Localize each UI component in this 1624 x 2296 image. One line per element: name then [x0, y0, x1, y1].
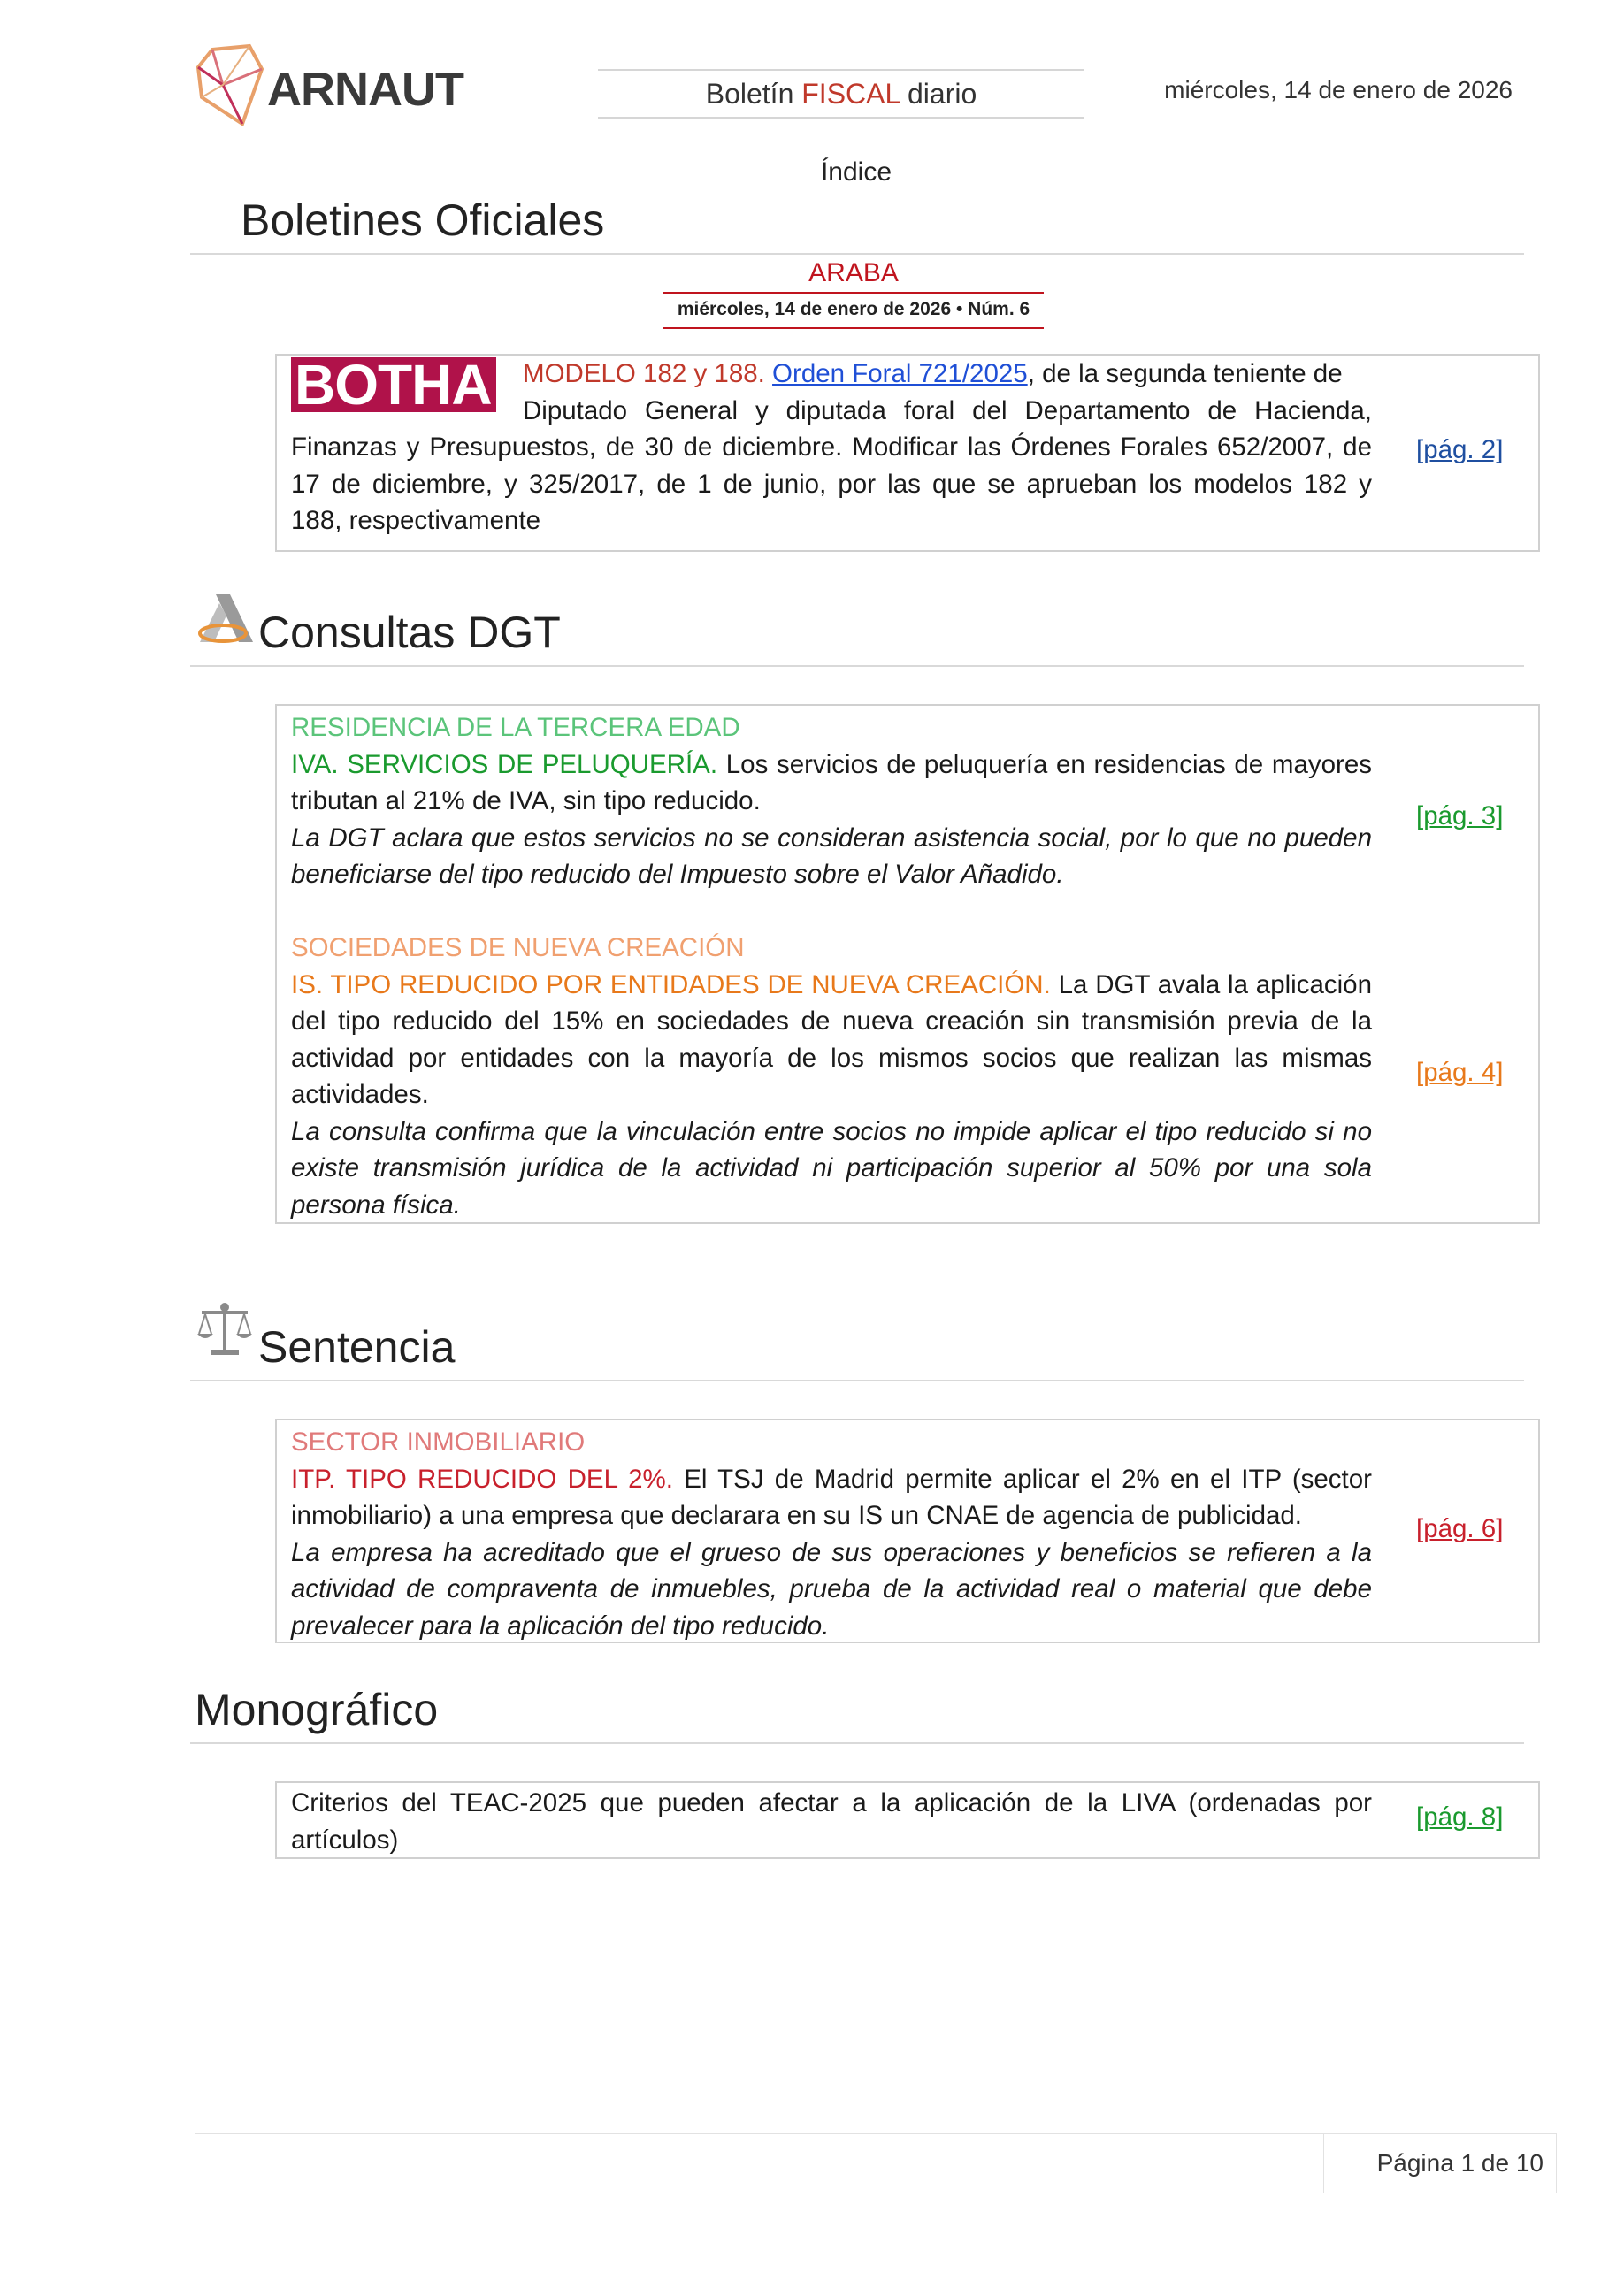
aeat-logo-icon [196, 591, 257, 649]
page-number: Página 1 de 10 [1376, 2149, 1544, 2177]
botha-line-4: 17 de diciembre, y 325/2017, de 1 de junio, por las que se aprueban los modelos 182 y [291, 470, 1372, 499]
scales-of-justice-icon [196, 1300, 253, 1358]
consulta-1-text [291, 709, 1372, 893]
araba-rule [663, 292, 1044, 294]
arnaut-logo-mark-icon [196, 42, 267, 131]
consulta-2-category: SOCIEDADES DE NUEVA CREACIÓN [291, 933, 745, 962]
boletin-title [598, 69, 1084, 119]
araba-date-line: miércoles, 14 de enero de 2026 • Núm. 6 [677, 299, 1030, 319]
section-title-boletines: Boletines Oficiales [241, 195, 605, 245]
header-date: miércoles, 14 de enero de 2026 [1164, 76, 1513, 103]
boletin-pre: Boletín [705, 78, 802, 110]
monografico-page-link[interactable]: [pág. 8] [1416, 1802, 1504, 1832]
section-title-sentencia: Sentencia [258, 1322, 456, 1372]
consulta-1-italic: La DGT aclara que estos servicios no se consideran asistencia social, por lo que no pueden beneficiarse del tipo reducido del Impuesto sobre el Valor Añadido. [291, 823, 1372, 889]
sentencia-text [291, 1424, 1372, 1644]
botha-heading: MODELO 182 y 188 [523, 359, 758, 388]
section-divider [190, 253, 1524, 255]
consulta-1-heading: IVA. SERVICIOS DE PELUQUERÍA. [291, 749, 718, 779]
botha-line-2: Diputado General y diputada foral del Departamento de Hacienda, [523, 396, 1372, 425]
section-divider [190, 665, 1524, 667]
consulta-2-body: La DGT avala la aplicación del tipo reducido del 15% en sociedades de nueva creación sin transmisión previa de la actividad por entidades con la mayoría de los mismos socios que realizan las mismas actividades. [291, 969, 1372, 1109]
boletin-post: diario [900, 78, 977, 110]
sentencia-body: El TSJ de Madrid permite aplicar el 2% en el ITP (sector inmobiliario) a una empresa que declarara en su IS un CNAE de agencia de publicidad. [291, 1464, 1372, 1530]
sentencia-card [275, 1419, 1540, 1643]
araba-title: ARABA [808, 258, 899, 287]
consulta-2-heading: IS. TIPO REDUCIDO POR ENTIDADES DE NUEVA CREACIÓN. [291, 969, 1051, 999]
orden-foral-link[interactable]: Orden Foral 721/2025 [772, 359, 1028, 388]
botha-line-5: 188, respectivamente [291, 506, 541, 535]
arnaut-logo [196, 42, 462, 131]
consulta-2-text [291, 930, 1372, 1223]
section-title-consultas: Consultas DGT [258, 608, 561, 657]
botha-line1-rest: , de la segunda teniente de [1027, 359, 1343, 388]
botha-line-3: Finanzas y Presupuestos, de 30 de diciembre. Modificar las Órdenes Forales 652/2007, de [291, 432, 1372, 462]
botha-card [275, 354, 1540, 552]
sentencia-category: SECTOR INMOBILIARIO [291, 1427, 586, 1457]
botha-page-link[interactable]: [pág. 2] [1416, 435, 1504, 464]
consulta-1-page-link[interactable]: [pág. 3] [1416, 801, 1504, 830]
section-title-monografico: Monográfico [195, 1685, 439, 1734]
consulta-2-page-link[interactable]: [pág. 4] [1416, 1058, 1504, 1087]
consulta-1-body: Los servicios de peluquería en residencias de mayores tributan al 21% de IVA, sin tipo reducido. [291, 749, 1372, 815]
consulta-2-italic: La consulta confirma que la vinculación entre socios no impide aplicar el tipo reducido si no existe transmisión jurídica de la actividad ni participación superior al 50% por una sola persona física. [291, 1116, 1372, 1220]
botha-logo: BOTHA [291, 357, 496, 412]
brand-name: ARNAUT [267, 63, 463, 116]
monografico-text: Criterios del TEAC-2025 que pueden afectar a la aplicación de la LIVA (ordenadas por artículos) [291, 1788, 1372, 1855]
section-divider [190, 1380, 1524, 1381]
sentencia-italic: La empresa ha acreditado que el grueso de sus operaciones y beneficios se refieren a la actividad de compraventa de inmuebles, prueba de la actividad real o material que debe prevalecer para la aplicación del tipo reducido. [291, 1537, 1372, 1641]
footer-divider [1323, 2133, 1324, 2193]
botha-line-1: MODELO 182 y 188. Orden Foral 721/2025, de la segunda teniente de [523, 359, 1343, 388]
consulta-1-category: RESIDENCIA DE LA TERCERA EDAD [291, 713, 740, 742]
boletin-fiscal: FISCAL [801, 78, 900, 110]
sentencia-page-link[interactable]: [pág. 6] [1416, 1514, 1504, 1543]
araba-rule [663, 327, 1044, 329]
section-divider [190, 1742, 1524, 1744]
monografico-card [275, 1781, 1540, 1859]
consultas-card [275, 704, 1540, 1224]
index-title: Índice [820, 157, 892, 187]
sentencia-heading: ITP. TIPO REDUCIDO DEL 2%. [291, 1464, 673, 1494]
